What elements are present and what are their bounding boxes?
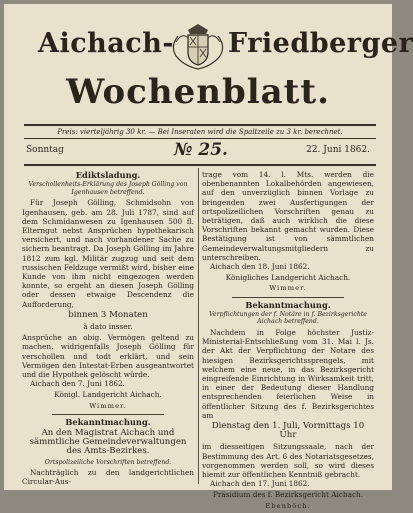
notice-authority: Königl. Landgericht Aichach. <box>54 390 162 400</box>
title-left: Aichach- <box>38 28 175 59</box>
right-column <box>202 170 374 513</box>
notice-appointment: Dienstag den 1. Juli, Vormittags 10 Uhr <box>211 421 365 441</box>
notice-heading: Bekanntmachung. <box>245 299 331 310</box>
notice-heading: Bekanntmachung. <box>65 416 151 427</box>
mid-rule <box>24 138 376 139</box>
notice-text: Nachdem in Folge höchster Justiz-Ministerial-Entschließung vom 31. Mai l. Js. der Akt der Verpflichtung der Notare des hiesigen Bezirksgerichtssprengels, mit welchem eine neue, in das Bezirksgericht eingreifende Einrichtung in Wirksamkeit tritt, in einer der Bedeutung dieser Handlung entsprechenden feierlichen Weise in öffentlicher Sitzung des f. Bezirksgerichtes am <box>202 328 374 420</box>
newspaper-page <box>4 4 413 510</box>
dateline <box>24 142 376 160</box>
coat-of-arms-icon <box>170 22 226 72</box>
left-column <box>22 170 194 487</box>
top-rule <box>24 124 376 126</box>
issue-date: 22. Juni 1862. <box>306 145 370 155</box>
notice-authority: Königliches Landgericht Aichach. <box>225 273 351 283</box>
notice-text: Ansprüche an obig. Vermögen geltend zu machen, widrigenfalls Joseph Gölling für verschollen und todt erklärt, und sein Vermögen den Intestat-Erben ausgeantwortet und die Hypothek gelöscht würde. <box>22 333 194 380</box>
section-divider <box>232 297 344 298</box>
price-line: Preis: vierteljährig 30 kr. — Bei Inseraten wird die Spaltzeile zu 3 kr. berechnet. <box>57 128 343 136</box>
bottom-rule <box>24 164 376 166</box>
notice-place-date: Aichach den 7. Juni 1862. <box>30 379 126 389</box>
notice-place-date: Aichach den 18. Juni 1862. <box>210 262 310 272</box>
notice-subject: Verpflichtungen der f. Notäre in f. Bezirksgerichte Aichach betreffend. <box>209 310 367 326</box>
issue-day: Sonntag <box>26 145 64 155</box>
section-divider <box>52 414 164 415</box>
notice-text: Für Joseph Gölling, Schmidsohn von Igenhausen, geb. am 28. Juli 1787, sind auf dem Schmidanwesen zu Igenhausen 500 fl. Elterngut nebst Ansprüchen hypothekarisch versichert, und nach vorhandener Sache zu sichern beantragt. Da Joseph Gölling im Jahre 1812 zum kgl. Militär zugzug und seit dem russischen Feldzuge vermißt wird, bisher eine Kunde von ihm nicht eingezogen werden konnte, so ergeht an diesen Joseph Gölling oder dessen etwaige Descendenz die Aufforderung, <box>22 198 194 309</box>
issue-number: № 25. <box>174 140 228 160</box>
notice-subject: Verschollenheits-Erklärung des Joseph Gölling von Igenhausen betreffend. <box>28 181 188 196</box>
notice-signature: Wimmer. <box>89 401 127 410</box>
notice-place-date: Aichach den 17. Juni 1862. <box>210 479 310 489</box>
notice-signature: Ebenböch. <box>265 501 311 510</box>
notice-text: im diesseitigen Sitzungssaale, nach der Bestimmung des Art. 6 des Notariatsgesetzes, vorgenommen werden soll, so wird dieses hiemit zur öffentlichen Kenntniß gebracht. <box>202 442 374 480</box>
notice-addressee: An den Magistrat Aichach und sämmtliche Gemeindeverwaltungen des Amts-Bezirkes. <box>29 428 187 457</box>
masthead <box>4 18 413 112</box>
notice-deadline: binnen 3 Monaten <box>68 309 148 320</box>
notice-signature: Wimmer. <box>269 284 307 293</box>
column-separator <box>198 168 199 484</box>
title-right: Friedberger <box>228 28 413 59</box>
notice-text: trage vom 14. l. Mts. werden die obenbenannten Lokalbehörden angewiesen, auf den unverzüglich binnen Vorlage zu bringenden zwei Ausfertigungen der ortspolizeilichen Vorschriften genau zu beträtigen, daß auch wirklich die diese Vorschriften bekannt gemacht wurden. Diese Bestätigung ist von sämmtlichen Gemeindeverwaltungsmitgliedern zu unterschreiben. <box>202 170 374 262</box>
notice-deadline-note: à dato insser. <box>83 322 133 332</box>
notice-heading: Ediktsladung. <box>75 170 141 180</box>
notice-subject: Ortspolizeiliche Vorschriften betreffend. <box>44 458 172 466</box>
title-main: Wochenblatt. <box>66 72 330 112</box>
notice-text: Nachträglich zu den landgerichtlichen Circular-Aus- <box>22 468 194 487</box>
notice-authority: Präsidium des f. Bezirksgericht Aichach. <box>212 490 364 500</box>
